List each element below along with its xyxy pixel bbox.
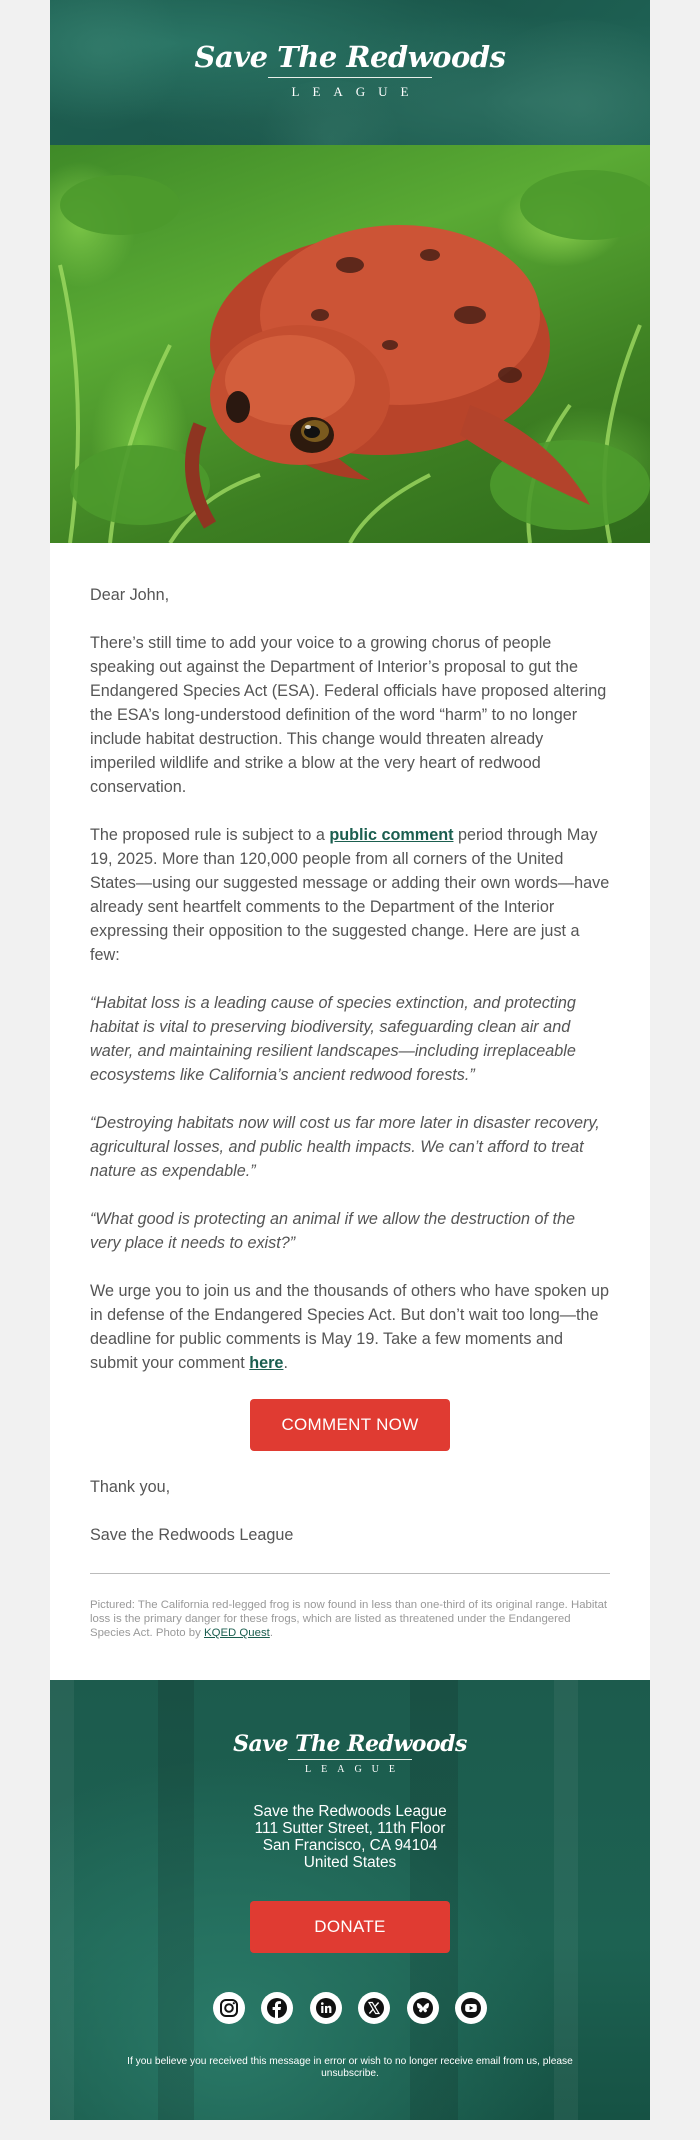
- email-container: [50, 0, 650, 2120]
- kqed-quest-link[interactable]: KQED Quest: [203, 1627, 270, 1639]
- x-icon[interactable]: [358, 1992, 390, 2024]
- photo-caption: [90, 1598, 610, 1640]
- linkedin-icon[interactable]: [310, 1992, 342, 2024]
- address-org: Save the Redwoods League: [253, 1803, 447, 1820]
- quote-1: “Habitat loss is a leading cause of species extinction, and protecting habitat is vital to preserving biodiversity, safeguarding clean air and water, and maintaining resilient landscapes—including irreplaceable ecosystems like California’s ancient redwood forests.”: [90, 994, 576, 1084]
- cta-wrap: [90, 1399, 610, 1451]
- logo[interactable]: [50, 40, 650, 102]
- paragraph-public-comment: [90, 823, 610, 967]
- text-span: .: [269, 1627, 273, 1639]
- youtube-icon[interactable]: [455, 1992, 487, 2024]
- quote-3: “What good is protecting an animal if we allow the destruction of the very place it needs to exist?”: [90, 1210, 575, 1252]
- text-span: period through May 19, 2025. More than 120,000 people from all corners of the United States—using our suggested message or adding their own words—have already sent heartfelt comments to the Department of the Interior expressing their opposition to the suggested change. Here are just a few:: [90, 826, 610, 964]
- address: [50, 1803, 650, 1871]
- divider: [90, 1573, 610, 1574]
- footer-logo[interactable]: [50, 1731, 650, 1778]
- facebook-icon[interactable]: [261, 1992, 293, 2024]
- unsubscribe-notice[interactable]: If you believe you received this message in error or wish to no longer receive email from us, please unsubscribe.: [127, 2056, 573, 2079]
- quote-2: “Destroying habitats now will cost us far more later in disaster recovery, agricultural losses, and public health impacts. We can’t afford to treat nature as expendable.”: [90, 1114, 600, 1180]
- logo-rule: [288, 1759, 412, 1760]
- footer: [50, 1680, 650, 2120]
- text-span: .: [283, 1354, 288, 1372]
- text-span: The proposed rule is subject to a: [90, 826, 330, 844]
- thanks: Thank you,: [90, 1478, 171, 1496]
- instagram-icon[interactable]: [213, 1992, 245, 2024]
- frog-photo: [50, 145, 650, 543]
- social-links: [50, 1992, 650, 2024]
- address-city: San Francisco, CA 94104: [262, 1837, 438, 1854]
- public-comment-link[interactable]: public comment: [329, 826, 454, 844]
- donate-button[interactable]: DONATE: [250, 1901, 450, 1953]
- hero-image: [50, 145, 650, 543]
- address-country: United States: [303, 1854, 397, 1871]
- paragraph-intro: There’s still time to add your voice to a growing chorus of people speaking out against the Department of Interior’s proposal to gut the Endangered Species Act (ESA). Federal officials have proposed altering the ESA’s long-understood definition of the word “harm” to no longer include habitat destruction. This change would threaten already imperiled wildlife and strike a blow at the very heart of redwood conservation.: [90, 634, 607, 796]
- address-street: 111 Sutter Street, 11th Floor: [254, 1820, 446, 1837]
- logo-wordmark: Save The Redwoods: [233, 1731, 467, 1757]
- header-banner: [50, 0, 650, 145]
- logo-wordmark: Save The Redwoods: [194, 40, 506, 74]
- logo-league: LEAGUE: [291, 84, 422, 99]
- signature: Save the Redwoods League: [90, 1526, 294, 1544]
- greeting: Dear John,: [90, 586, 170, 604]
- logo-league: LEAGUE: [305, 1764, 405, 1775]
- paragraph-urge: [90, 1279, 610, 1375]
- here-link[interactable]: here: [249, 1354, 284, 1372]
- text-span: Pictured: The California red-legged frog is now found in less than one-third of its original range. Habitat loss is the primary danger for these frogs, which are listed as threatened under the Endangered Species Act. Photo by: [90, 1599, 608, 1639]
- comment-now-button[interactable]: COMMENT NOW: [250, 1399, 450, 1451]
- logo-rule: [268, 77, 432, 78]
- text-span: We urge you to join us and the thousands of others who have spoken up in defense of the Endangered Species Act. But don’t wait too long—the deadline for public comments is May 19. Take a few moments and submit your comment: [90, 1282, 609, 1372]
- bluesky-icon[interactable]: [407, 1992, 439, 2024]
- email-body: [50, 543, 650, 1680]
